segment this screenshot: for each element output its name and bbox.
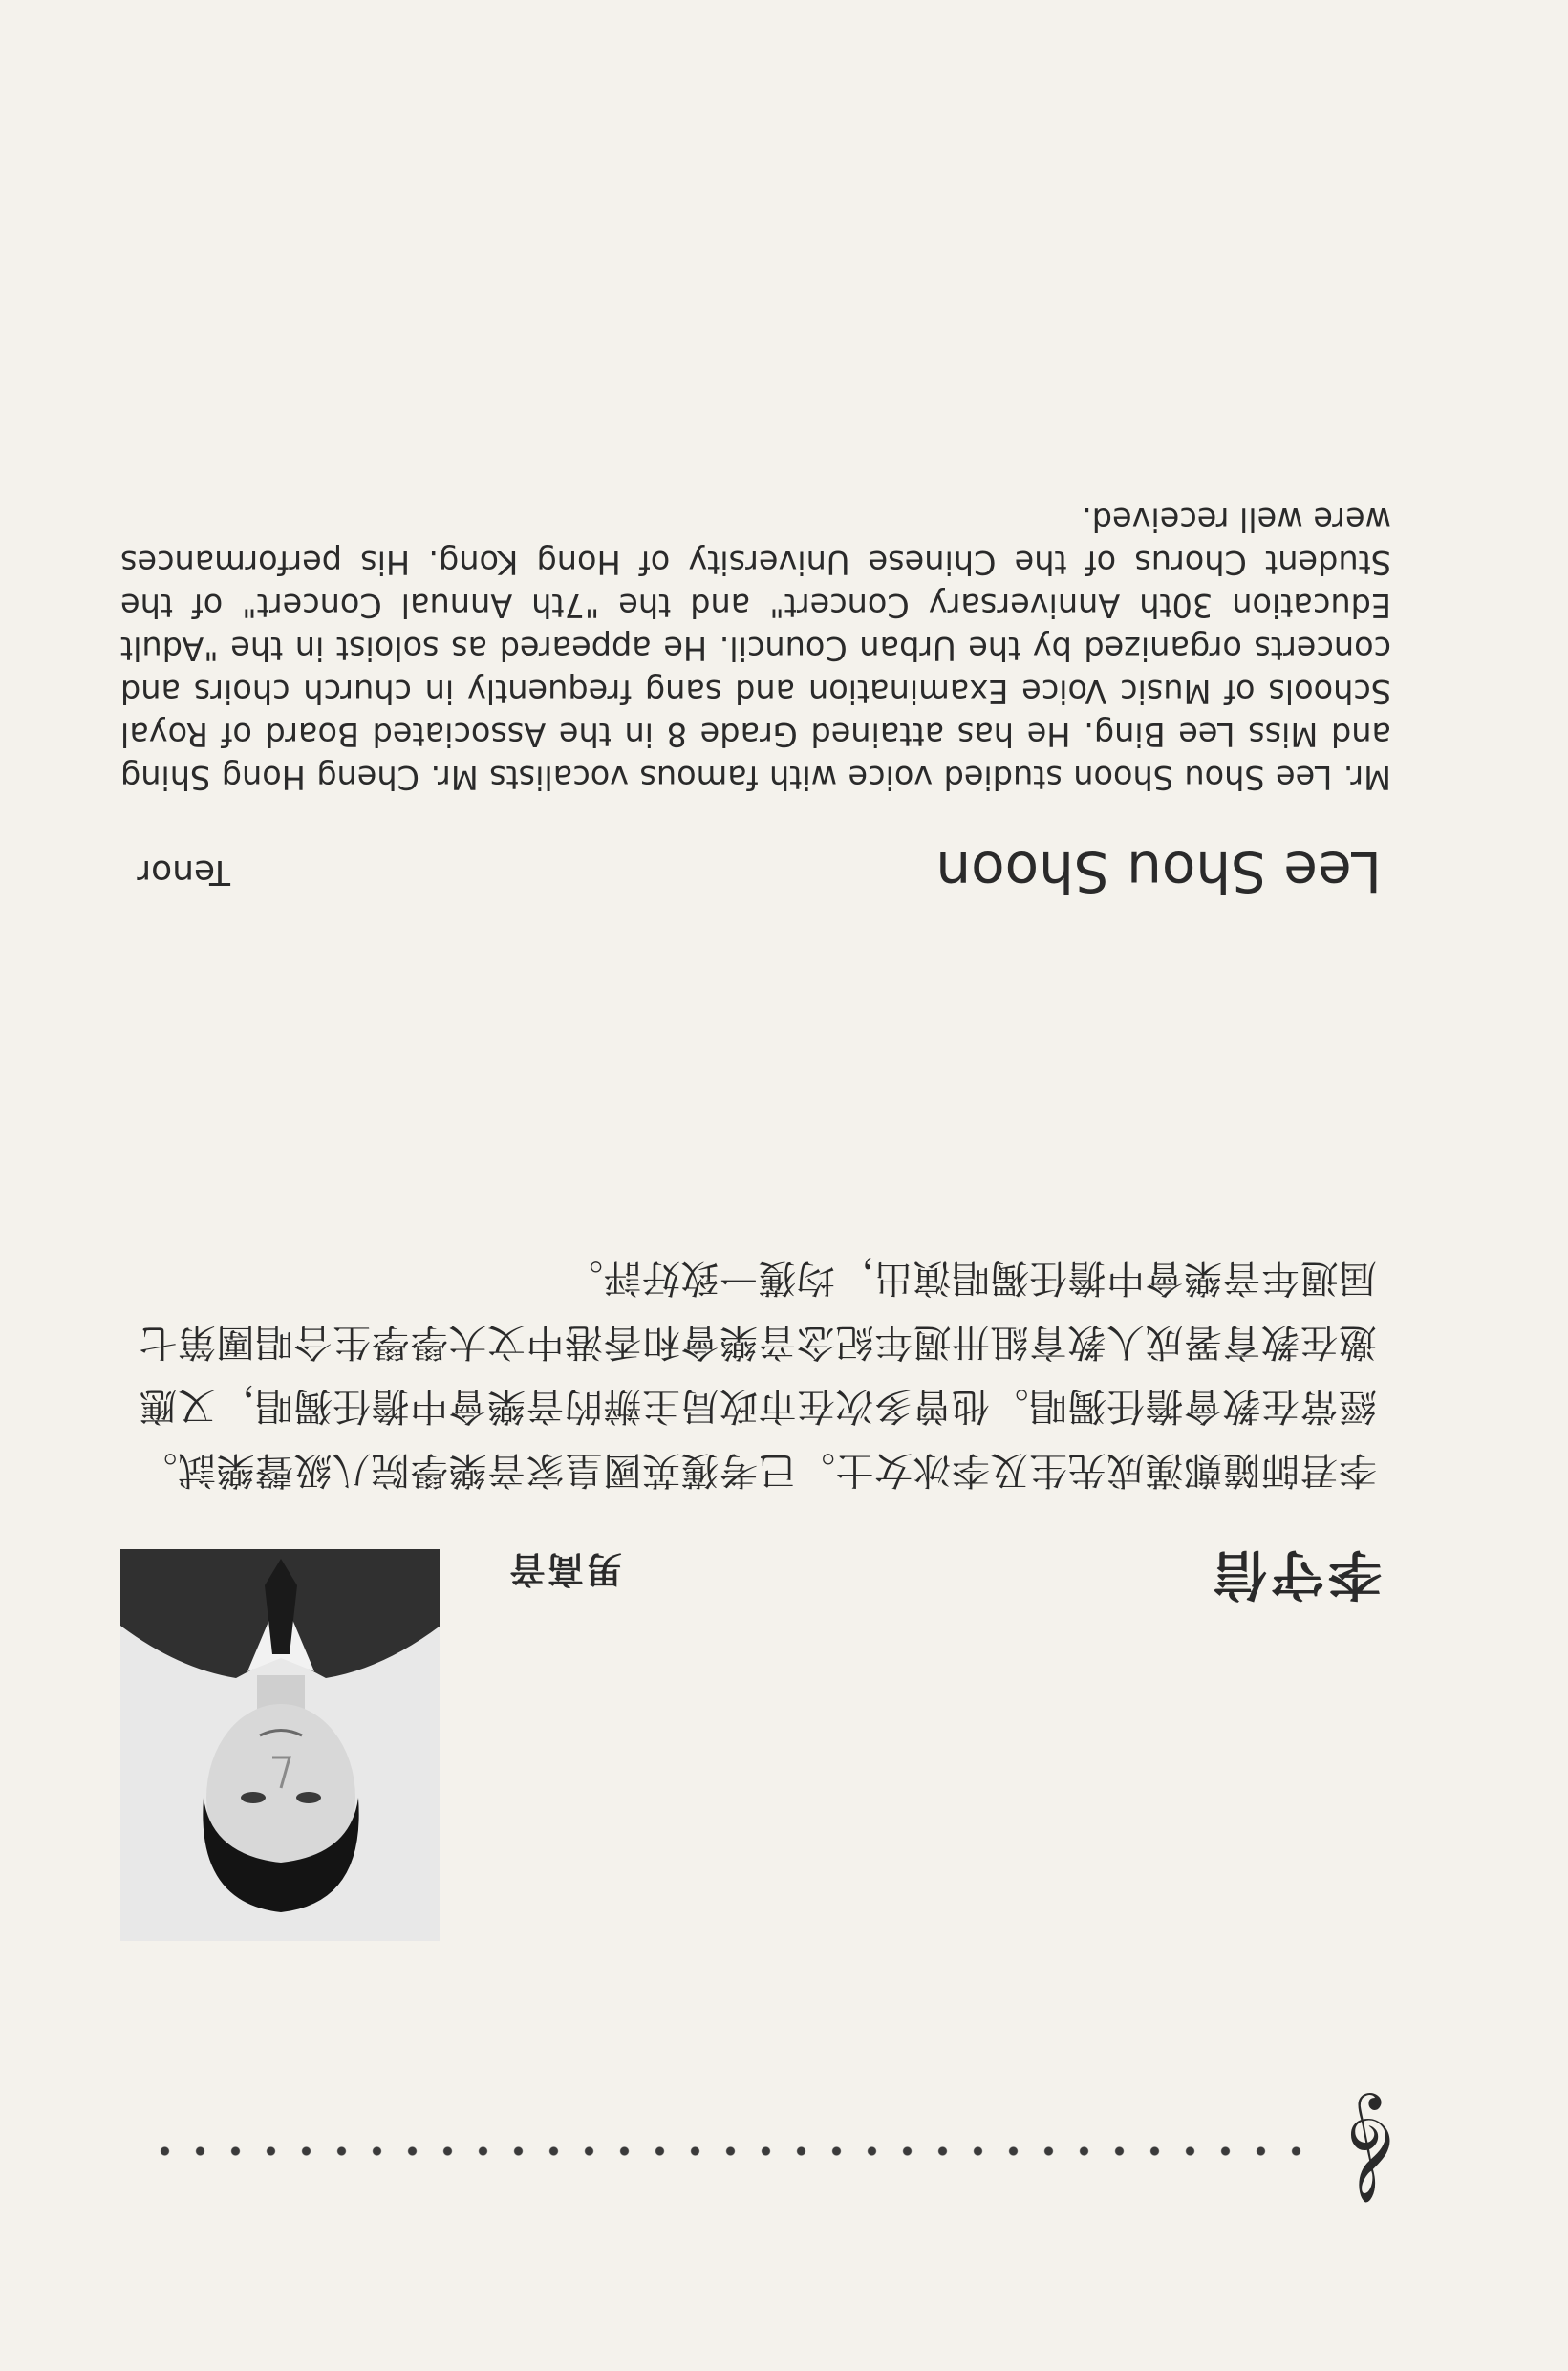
english-name: Lee Shou Shoon <box>935 839 1382 904</box>
treble-clef-icon: 𝄞 <box>1346 2098 1401 2205</box>
chinese-role: 男高音 <box>506 1548 622 1590</box>
chinese-name: 李守信 <box>1210 1542 1382 1605</box>
english-bio: Mr. Lee Shou Shoon studied voice with famous vocalists Mr. Cheng Hong Shing and Miss Lee Bing. He has attained Grade 8 in the Associated Board of Royal Schools of Music Voice Examination and sang frequently in church choirs and concerts organized by the Urban Council. He appeared as soloist in the "Adult Education 30th Anniversary Concert" and the "7th Annual Concert" of the Student Chorus of the Chinese University of Hong Kong. His performances were well received. <box>120 501 1391 796</box>
portrait-photo <box>120 1549 440 1941</box>
english-role: Tenor <box>137 852 230 892</box>
portrait-image <box>120 1549 440 1941</box>
section-divider <box>140 2098 1401 2205</box>
dotted-rule <box>140 2145 1314 2158</box>
chinese-bio: 李君師隨鄭漢成先生及李冰女士。已考獲英國皇家音樂學院八級聲樂試。經常在教會擔任獨唱。他曾多次在市政局主辦的音樂會中擔任獨唱，又應邀在教育署成人教育組卅週年紀念音樂會和香港中文大學學生合唱團第七屆週年音樂會中擔任獨唱演出，均獲一致好評。 <box>139 1256 1377 1492</box>
